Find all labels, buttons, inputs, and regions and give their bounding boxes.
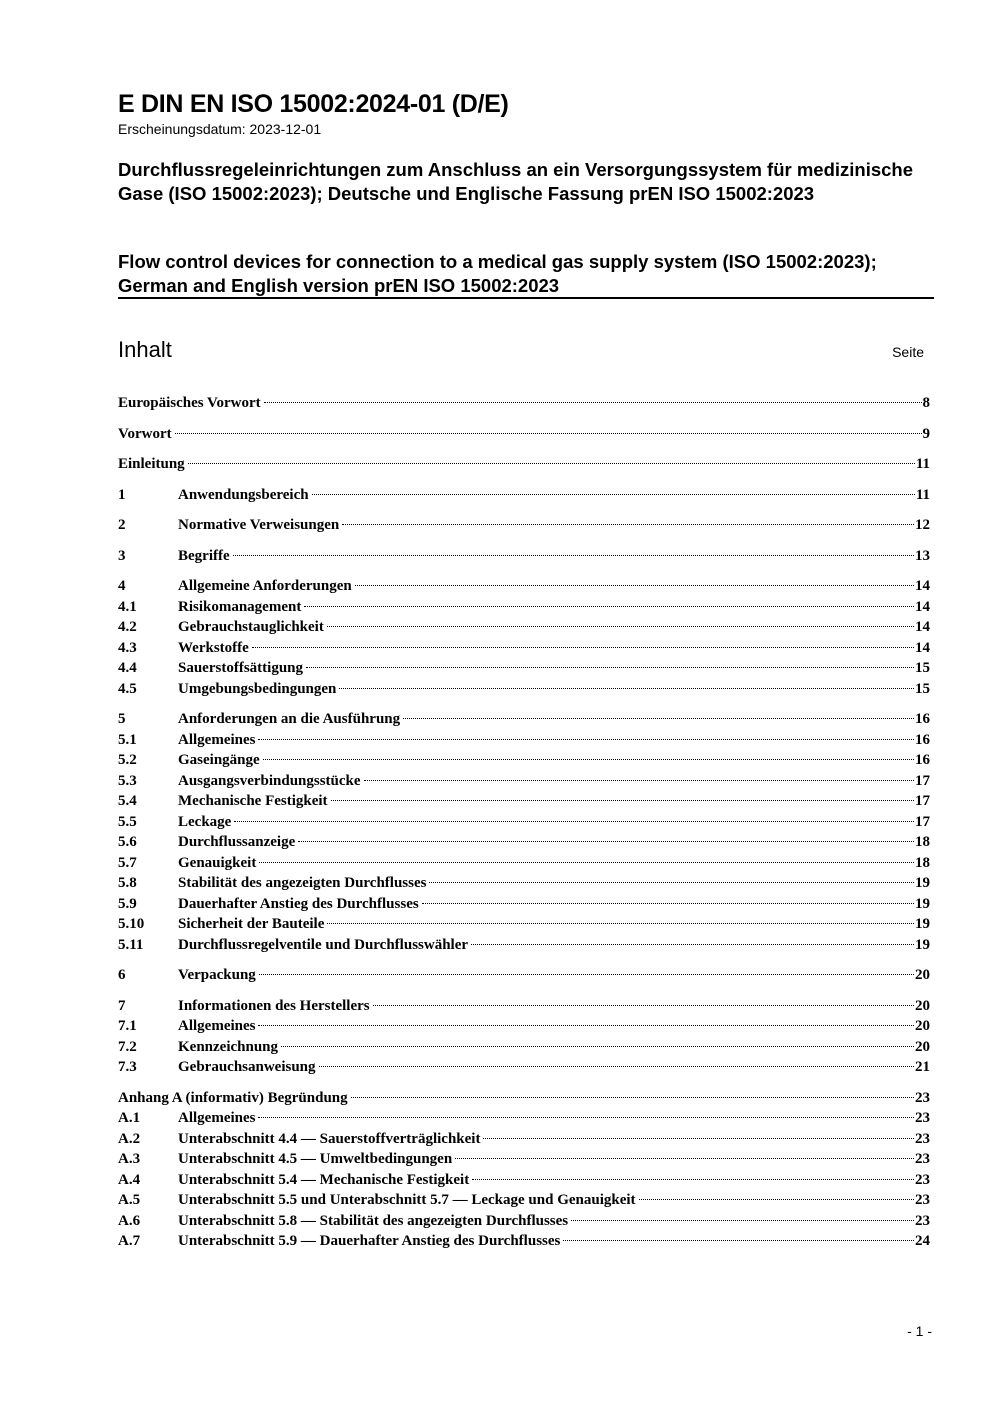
toc-entry-title: Gaseingänge [178,752,260,768]
toc-entry-number: 7.1 [118,1018,137,1034]
toc-entry-line [178,1016,930,1037]
toc-dot-leader [175,433,922,434]
toc-entry-line [178,914,930,935]
toc-entry-page: 14 [915,619,930,635]
toc-entry-line [178,1149,930,1170]
toc-entry-line [178,935,930,956]
toc-entry[interactable] [118,679,930,700]
toc-dot-leader [233,555,914,556]
toc-entry[interactable] [118,965,930,986]
toc-entry-page: 8 [922,395,930,411]
toc-entry-line [178,853,930,874]
toc-entry[interactable] [118,730,930,751]
page-column-label: Seite [892,344,924,360]
toc-entry-page: 20 [915,1038,930,1055]
toc-entry-title: Anhang A (informativ) Begründung [118,1089,348,1106]
toc-entry[interactable] [118,576,930,597]
toc-entry-page: 17 [915,813,930,830]
toc-dot-leader [188,463,915,464]
toc-entry[interactable] [118,638,930,659]
toc-entry-number: 4.1 [118,598,137,615]
toc-entry-number: 4.5 [118,680,137,697]
toc-entry-title: Gebrauchsanweisung [178,1059,316,1075]
toc-entry-line [178,1170,930,1191]
toc-entry-title: Leckage [178,813,232,830]
toc-dot-leader [342,524,914,525]
contents-heading: Inhalt [118,337,172,362]
toc-entry-title: Unterabschnitt 5.9 — Dauerhafter Anstieg des Durchflusses [178,1233,561,1249]
document-id: E DIN EN ISO 15002:2024-01 (D/E) [118,90,509,118]
toc-entry-line [178,832,930,853]
toc-entry-page: 17 [915,793,930,809]
toc-entry-title: Stabilität des angezeigten Durchflusses [178,875,427,891]
toc-entry-number: 5.6 [118,834,137,850]
toc-dot-leader [298,841,914,842]
toc-dot-leader [472,1179,914,1180]
toc-entry[interactable] [118,1170,930,1191]
toc-entry-number: 5.5 [118,813,137,830]
toc-dot-leader [234,821,914,822]
toc-entry-title: Einleitung [118,456,185,472]
toc-entry-number: A.4 [118,1171,141,1188]
toc-dot-leader [327,923,914,924]
toc-entry-page: 20 [915,997,930,1014]
table-of-contents [118,393,930,1252]
toc-entry-title: Sauerstoffsättigung [178,660,304,676]
toc-entry[interactable] [118,914,930,935]
toc-entry[interactable] [118,597,930,618]
toc-entry-number: 7 [118,997,126,1014]
toc-entry-title: Verpackung [178,967,256,983]
toc-entry-number: 5.10 [118,916,145,932]
toc-entry-title: Anwendungsbereich [178,486,309,503]
toc-entry-title: Werkstoffe [178,639,249,656]
toc-entry-page: 18 [915,854,930,871]
toc-dot-leader [339,688,914,689]
toc-entry-line [178,750,930,771]
toc-dot-leader [319,1066,914,1067]
title-german: Durchflussregeleinrichtungen zum Anschluss an ein Versorgungssystem für medizinische Gase (ISO 15002:2023); Deutsche und Englische Fassung prEN ISO 15002:2023 [118,159,914,204]
toc-entry-page: 16 [915,752,930,768]
toc-entry-number: A.7 [118,1233,141,1249]
toc-entry-number: A.2 [118,1130,141,1147]
toc-dot-leader [403,718,914,719]
toc-entry-number: 5.7 [118,854,137,871]
toc-entry-line [178,1129,930,1150]
toc-dot-leader [252,647,914,648]
toc-entry-line [178,546,930,567]
toc-entry-page: 23 [915,1130,930,1147]
toc-entry-number: A.6 [118,1212,141,1229]
toc-entry-page: 11 [915,456,930,472]
toc-entry-page: 24 [915,1233,930,1249]
toc-dot-leader [258,1025,914,1026]
toc-entry-line [178,812,930,833]
toc-entry-page: 23 [915,1110,930,1126]
toc-entry-number: 5.11 [118,936,144,953]
toc-entry-number: 5 [118,711,126,727]
toc-entry-page: 15 [915,660,930,676]
toc-entry[interactable] [118,454,930,475]
toc-entry-number: A.5 [118,1192,141,1208]
toc-entry-number: 2 [118,517,126,533]
toc-entry[interactable] [118,1190,930,1211]
toc-dot-leader [471,944,914,945]
toc-entry-page: 20 [915,1018,930,1034]
toc-dot-leader [639,1199,914,1200]
toc-entry-title: Kennzeichnung [178,1038,279,1055]
toc-entry-page: 23 [915,1151,930,1167]
toc-entry-number: 5.2 [118,752,137,768]
toc-entry[interactable] [118,546,930,567]
toc-entry-title: Europäisches Vorwort [118,395,261,411]
toc-entry-line [178,894,930,915]
title-english: Flow control devices for connection to a medical gas supply system (ISO 15002:2023); German and English version prEN ISO 15002:2023 [118,251,877,296]
toc-dot-leader [373,1005,914,1006]
toc-entry-line [178,771,930,792]
toc-entry-page: 23 [915,1171,930,1188]
toc-entry-number: 6 [118,967,126,983]
toc-entry[interactable] [118,1211,930,1232]
toc-dot-leader [258,1117,914,1118]
toc-entry-page: 23 [915,1212,930,1229]
toc-entry[interactable] [118,1016,930,1037]
toc-entry-line [178,791,930,812]
toc-entry-line [178,658,930,679]
toc-entry-page: 17 [915,772,930,789]
toc-dot-leader [422,903,914,904]
toc-entry[interactable] [118,515,930,536]
toc-entry-line [178,515,930,536]
toc-dot-leader [571,1220,914,1221]
toc-entry-line [178,709,930,730]
toc-entry-line [178,965,930,986]
toc-entry-title: Mechanische Festigkeit [178,793,328,809]
toc-dot-leader [258,739,914,740]
toc-entry[interactable] [118,832,930,853]
toc-entry-number: 4.4 [118,660,137,676]
toc-entry[interactable] [118,935,930,956]
toc-entry-number: 5.1 [118,731,137,748]
toc-dot-leader [355,585,914,586]
toc-entry[interactable] [118,1037,930,1058]
toc-entry[interactable] [118,1057,930,1078]
toc-entry-page: 19 [915,916,930,932]
toc-entry[interactable] [118,812,930,833]
toc-dot-leader [351,1097,914,1098]
toc-dot-leader [264,402,922,403]
toc-entry-page: 21 [915,1059,930,1075]
toc-entry-title: Allgemeine Anforderungen [178,578,352,594]
toc-entry-page: 19 [915,936,930,953]
toc-entry-line [178,597,930,618]
toc-dot-leader [364,780,914,781]
toc-entry-number: 5.3 [118,772,137,789]
toc-entry-page: 9 [922,425,930,442]
toc-entry-title: Allgemeines [178,731,256,748]
toc-entry-line [178,576,930,597]
toc-entry-title: Begriffe [178,547,230,564]
toc-entry-line [178,1108,930,1129]
toc-entry-title: Unterabschnitt 5.5 und Unterabschnitt 5.7 — Leckage und Genauigkeit [178,1192,636,1208]
toc-dot-leader [563,1240,914,1241]
toc-entry-line [178,730,930,751]
toc-entry[interactable] [118,658,930,679]
toc-dot-leader [259,862,914,863]
toc-entry-line [178,873,930,894]
toc-entry-title: Sicherheit der Bauteile [178,916,325,932]
toc-entry-line [178,617,930,638]
toc-entry-line [118,454,930,475]
toc-entry-line [178,1057,930,1078]
toc-entry-number: 5.9 [118,895,137,912]
toc-entry-title: Durchflussanzeige [178,834,296,850]
toc-entry-number: A.1 [118,1110,141,1126]
toc-entry-page: 23 [915,1089,930,1106]
toc-entry-title: Dauerhafter Anstieg des Durchflusses [178,895,419,912]
toc-entry-number: 1 [118,486,126,503]
toc-entry-page: 13 [915,547,930,564]
toc-entry-page: 20 [915,967,930,983]
toc-entry-number: 5.8 [118,875,137,891]
toc-entry-line [178,1190,930,1211]
toc-entry-page: 19 [915,875,930,891]
toc-dot-leader [455,1158,914,1159]
toc-entry[interactable] [118,709,930,730]
toc-entry-page: 19 [915,895,930,912]
footer-page-number: - 1 - [907,1323,932,1339]
toc-entry-title: Normative Verweisungen [178,517,340,533]
toc-entry-number: 4.2 [118,619,137,635]
toc-entry[interactable] [118,485,930,506]
toc-entry-line [178,1037,930,1058]
toc-dot-leader [306,667,914,668]
toc-entry-line [118,393,930,414]
toc-entry-line [178,679,930,700]
toc-entry-page: 23 [915,1192,930,1208]
toc-entry[interactable] [118,853,930,874]
publication-date: Erscheinungsdatum: 2023-12-01 [118,121,322,137]
toc-entry[interactable] [118,393,930,414]
toc-entry-page: 16 [915,731,930,748]
toc-entry[interactable] [118,1129,930,1150]
toc-entry[interactable] [118,894,930,915]
toc-entry-line [178,485,930,506]
toc-entry-number: 4.3 [118,639,137,656]
toc-entry-line [118,1088,930,1109]
toc-entry-number: 7.3 [118,1059,137,1075]
toc-entry-title: Risikomanagement [178,598,302,615]
toc-entry[interactable] [118,1231,930,1252]
toc-entry-line [178,1211,930,1232]
toc-entry[interactable] [118,996,930,1017]
toc-entry-title: Anforderungen an die Ausführung [178,711,401,727]
toc-entry-page: 12 [915,517,930,533]
toc-entry-title: Unterabschnitt 5.8 — Stabilität des angezeigten Durchflusses [178,1212,569,1229]
toc-dot-leader [304,606,914,607]
toc-dot-leader [429,882,914,883]
toc-entry-number: 7.2 [118,1038,137,1055]
toc-entry-number: 3 [118,547,126,564]
toc-entry[interactable] [118,873,930,894]
toc-entry-number: A.3 [118,1151,141,1167]
toc-entry[interactable] [118,791,930,812]
toc-entry-page: 14 [915,578,930,594]
toc-dot-leader [281,1046,914,1047]
title-divider [118,297,934,299]
toc-entry-title: Vorwort [118,425,172,442]
toc-entry-title: Informationen des Herstellers [178,997,370,1014]
toc-entry-title: Allgemeines [178,1018,256,1034]
toc-entry-title: Genauigkeit [178,854,257,871]
toc-entry-page: 14 [915,598,930,615]
toc-entry-number: 5.4 [118,793,137,809]
toc-entry-page: 18 [915,834,930,850]
toc-dot-leader [483,1138,914,1139]
toc-entry[interactable] [118,617,930,638]
toc-entry-line [118,424,930,445]
toc-entry-title: Unterabschnitt 4.4 — Sauerstoffverträglichkeit [178,1130,481,1147]
toc-dot-leader [327,626,914,627]
toc-entry-title: Unterabschnitt 4.5 — Umweltbedingungen [178,1151,453,1167]
toc-entry-title: Ausgangsverbindungsstücke [178,772,361,789]
toc-entry-line [178,638,930,659]
toc-entry-title: Umgebungsbedingungen [178,680,337,697]
toc-entry-page: 11 [915,486,930,503]
toc-entry[interactable] [118,771,930,792]
toc-dot-leader [312,494,915,495]
toc-entry[interactable] [118,1149,930,1170]
toc-entry[interactable] [118,424,930,445]
toc-dot-leader [331,800,914,801]
toc-entry-title: Gebrauchstauglichkeit [178,619,324,635]
toc-dot-leader [259,974,914,975]
toc-entry-page: 15 [915,680,930,697]
toc-entry[interactable] [118,1088,930,1109]
toc-entry-title: Durchflussregelventile und Durchflusswähler [178,936,469,953]
toc-entry-title: Allgemeines [178,1110,256,1126]
toc-dot-leader [263,759,914,760]
toc-entry-page: 14 [915,639,930,656]
toc-entry[interactable] [118,750,930,771]
toc-entry-page: 16 [915,711,930,727]
toc-entry-title: Unterabschnitt 5.4 — Mechanische Festigkeit [178,1171,470,1188]
toc-entry-line [178,1231,930,1252]
toc-entry-number: 4 [118,578,126,594]
toc-entry-line [178,996,930,1017]
toc-entry[interactable] [118,1108,930,1129]
